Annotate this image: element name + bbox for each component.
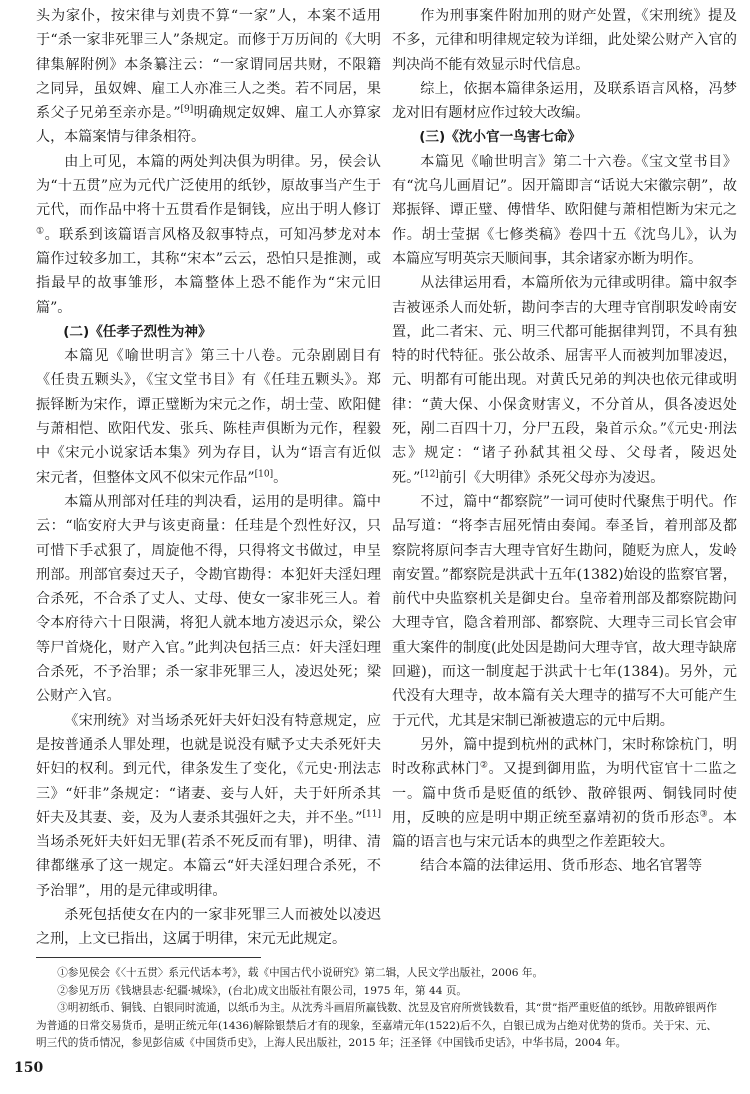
section-heading: (二)《任孝子烈性为神》: [63, 323, 212, 340]
paragraph: 从法律运用看，本篇所依为元律或明律。篇中叙李吉被诬杀人而处斩，勘问李吉的大理寺官削职发岭南安置，此二者宋、元、明三代都可能据律判罚，不具有独特的时代特征。张公故杀、屈害平人而被判加罪凌迟，元、明都有可能出现。对黄氏兄弟的判决也依元律或明律：“黄大保、小保贪财害义，不分首从，俱各凌迟处死，剐二百四十刀，分尸五段，枭首示众。”《元史·刑法志》规定：“诸子孙弑其祖父母、父母者，陵迟处死。”[12]前引《大明律》杀死父母亦为凌迟。: [392, 275, 737, 486]
right-column: [392, 4, 737, 879]
paragraph: 另外，篇中提到杭州的武林门，宋时称馀杭门，明时改称武林门②。又提到御用监，为明代宦官十二监之一。篇中货币是贬值的纸钞、散碎银两、铜钱同时使用，反映的应是明中期正统至嘉靖初的货币形态③。本篇的语言也与宋元话本的典型之作差距较大。: [392, 736, 738, 851]
footnote: ①参见侯会《〈十五贯〉系元代话本考》，载《中国古代小说研究》第二辑，人民文学出版社，2006 年。: [57, 967, 544, 979]
paragraph: 本篇见《喻世明言》第二十六卷。《宝文堂书目》有“沈乌儿画眉记”。因开篇即言“话说大宋徽宗朝”，故郑振铎、谭正璧、傅惜华、欧阳健与萧相恺断为宋元之作。胡士莹据《七修类稿》卷四十五《沈鸟儿》，认为本篇应写明英宗天顺间事，其余诸家亦断为明作。: [392, 153, 737, 267]
paragraph: 《宋刑统》对当场杀死奸夫奸妇没有特意规定，应是按普通杀人罪处理，也就是说没有赋予丈夫杀死奸夫奸妇的权利。到元代，律条发生了变化，《元史·刑法志三》“奸非”条规定：“诸妻、妾与人奸，夫于奸所杀其奸夫及其妻、妾，及为人妻杀其强奸之夫，并不坐。”[11]当场杀死奸夫奸妇无罪(若杀不死反而有罪)，明律、清律都继承了这一规定。本篇云“奸夫淫妇理合杀死，不予治罪”，用的是元律或明律。: [36, 712, 381, 899]
paragraph: 不过，篇中“都察院”一词可使时代聚焦于明代。作品写道：“将李吉屈死情由奏闻。奉圣旨，着刑部及都察院将原问李吉大理寺官好生勘问，随贬为庶人，发岭南安置。”都察院是洪武十五年(1382)始设的监察官署，前代中央监察机关是御史台。皇帝着刑部及都察院勘问大理寺官，隐含着刑部、都察院、大理寺三司长官会审重大案件的制度(此处因是勘问大理寺官，故大理寺缺席回避)，而这一制度起于洪武十七年(1384)。另外，元代没有大理寺，故本篇有关大理寺的描写不大可能产生于元代，尤其是宋制已渐被遗忘的元中后期。: [392, 493, 737, 729]
page-number: 150: [14, 1060, 44, 1076]
footnotes: [36, 965, 717, 1053]
section-heading: (三)《沈小官一鸟害七命》: [419, 129, 582, 146]
paragraph: 结合本篇的法律运用、货币形态、地名官署等: [420, 858, 703, 875]
footnote: ③明初纸币、铜钱、白银同时流通，以纸币为主。从沈秀斗画眉所赢钱数、沈昱及官府所赏钱数看，其“贯”指严重贬值的纸钞。用散碎银两作为普通的日常交易货币，是明正统元年(1436)解除银禁后才有的现象，至嘉靖元年(1522)后不久，白银已成为占绝对优势的货币。关于宋、元、明三代的货币情况，参见彭信威《中国货币史》，上海人民出版社，2015 年；汪圣铎《中国钱币史话》，中华书局，2004 年。: [36, 1002, 717, 1050]
paragraph: 杀死包括使女在内的一家非死罪三人而被处以凌迟之刑，上文已指出，这属于明律，宋元无此规定。: [36, 906, 381, 948]
paragraph: 由上可见，本篇的两处判决俱为明律。另，侯会认为“十五贯”应为元代广泛使用的纸钞，原故事当产生于元代，而作品中将十五贯看作是铜钱，应出于明人修订①。联系到该篇语言风格及叙事特点，可知冯梦龙对本篇作过较多加工，其称“宋本”云云，恐怕只是推测，或指最早的故事雏形，本篇整体上恐不能作为“宋元旧篇”。: [36, 153, 381, 316]
footnote: ②参见万历《钱塘县志·纪疆·城垛》，(台北)成文出版社有限公司，1975 年，第 44 页。: [57, 984, 468, 997]
paragraph: 综上，依据本篇律条运用，及联系语言风格，冯梦龙对旧有题材应作过较大改编。: [392, 80, 737, 122]
paragraph: 本篇见《喻世明言》第三十八卷。元杂剧剧目有《任贵五颗头》，《宝文堂书目》有《任珪五颗头》。郑振铎断为宋作，谭正璧断为宋元之作，胡士莹、欧阳健与萧相恺、欧阳代发、张兵、陈桂声俱断为元作，程毅中《宋元小说家话本集》列为存目，认为“语言有近似宋元者，但整体文风不似宋元作品”[10]。: [36, 348, 381, 486]
paragraph: 头为家仆，按宋律与刘贵不算“一家”人，本案不适用于“杀一家非死罪三人”条规定。而修于万历间的《大明律集解附例》本条纂注云：“一家谓同居共财，不限籍之同异，虽奴婢、雇工人亦准三人之类。若不同居，果系父子兄弟至亲亦是。”[9]明确规定奴婢、雇工人亦算家人，本篇案情与律条相符。: [36, 8, 382, 146]
left-column: [36, 4, 381, 952]
paragraph: 作为刑事案件附加刑的财产处置，《宋刑统》提及不多，元律和明律规定较为详细，此处梁公财产入官的判决尚不能有效显示时代信息。: [392, 8, 737, 73]
paragraph: 本篇从刑部对任珪的判决看，运用的是明律。篇中云：“临安府大尹与该吏商量：任珪是个烈性好汉，只可惜下手忒狠了，周旋他不得，只得将文书做过，申呈刑部。刑部官奏过天子，令勘官勘得：本犯奸夫淫妇理合杀死，不合杀了丈人、丈母、使女一家非死三人。着令本府待六十日限满，将犯人就本地方凌迟示众，梁公等尸首烧化，财产入官。”此判决包括三点：奸夫淫妇理合杀死，不予治罪；杀一家非死罪三人，凌迟处死；梁公财产入官。: [36, 493, 381, 705]
footnote-divider: [36, 957, 261, 958]
